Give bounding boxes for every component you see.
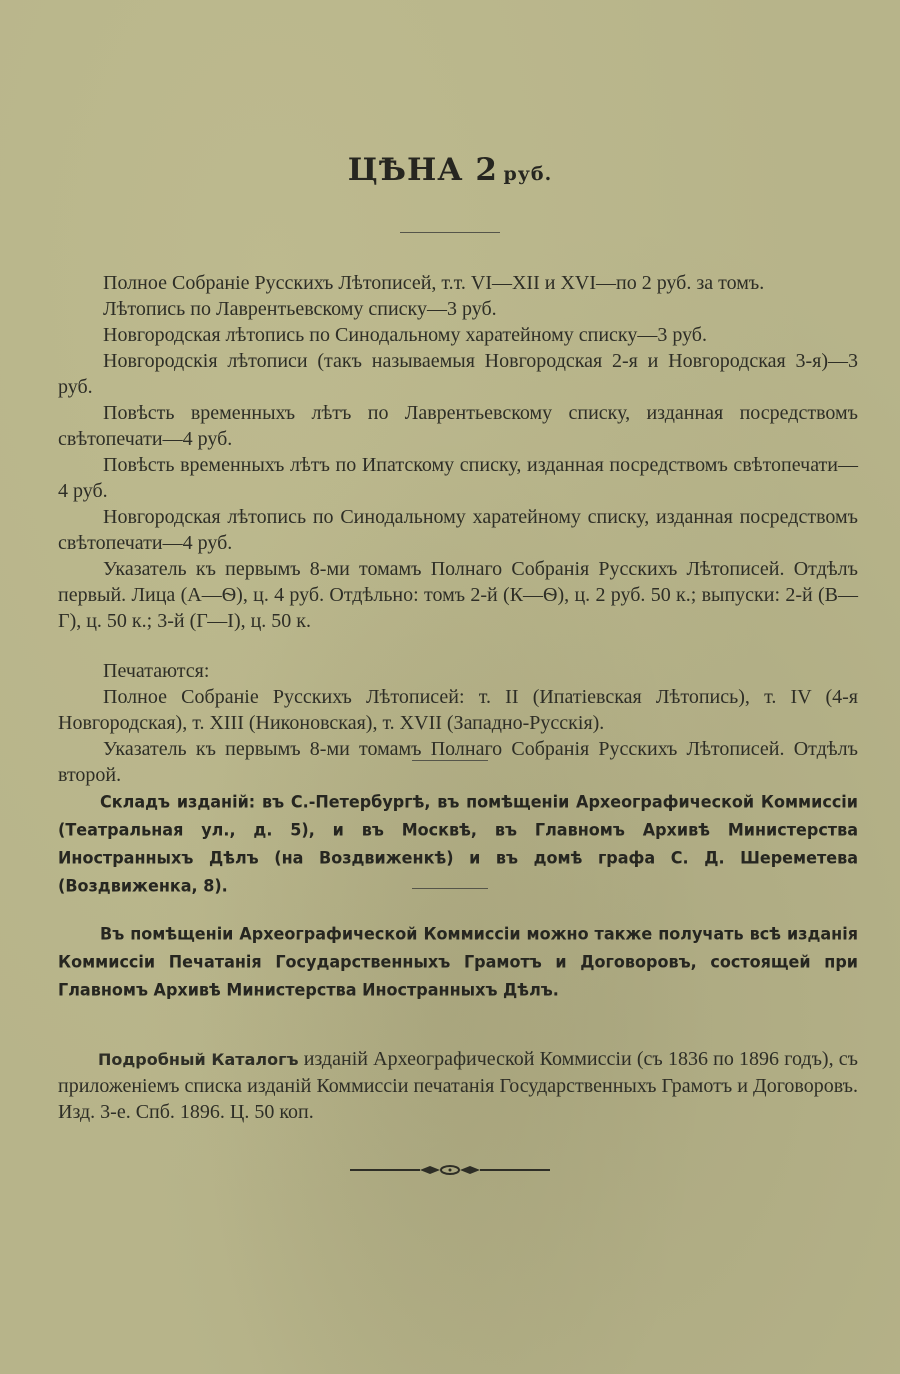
catalog-notice xyxy=(58,1046,858,1125)
catalog-lead: Подробный Каталогъ xyxy=(98,1050,299,1069)
commission-notice xyxy=(58,920,858,1004)
in-print-item: Полное Собраніе Русскихъ Лѣтописей: т. II (Ипатіевская Лѣтопись), т. IV (4-я Новгородская), т. XIII (Никоновская), т. XVII (Западно-Русскія). xyxy=(58,686,858,734)
catalog-rest: изданій Археографической Коммиссіи (съ 1836 по 1896 годъ), съ приложеніемъ списка изданій Коммиссіи печатанія Государственныхъ Грамотъ и Договоровъ. Изд. 3-е. Спб. 1896. Ц. 50 коп. xyxy=(58,1048,859,1123)
divider-3 xyxy=(412,888,488,889)
warehouse-text: Складъ изданій: въ С.-Петербургѣ, въ помѣщеніи Археографической Коммиссіи (Театральная ул., д. 5), и въ Москвѣ, въ Главномъ Архивѣ Министерства Иностранныхъ Дѣлъ (на Воздвиженкѣ) и въ домѣ графа С. Д. Шереметева (Воздвиженка, 8). xyxy=(58,791,858,896)
price-label: ЦѢНА 2 xyxy=(347,152,498,188)
publication-item: Указатель къ первымъ 8-ми томамъ Полнаго Собранія Русскихъ Лѣтописей. Отдѣлъ первый. Лица (А—Ѳ), ц. 4 руб. Отдѣльно: томъ 2-й (К—Ѳ), ц. 2 руб. 50 к.; выпуски: 2-й (В—Г), ц. 50 к.; 3-й (Г—І), ц. 50 к. xyxy=(58,558,858,632)
price-heading xyxy=(0,152,900,188)
publication-item: Новгородскія лѣтописи (такъ называемыя Новгородская 2-я и Новгородская 3-я)—3 руб. xyxy=(58,350,858,398)
publication-item: Повѣсть временныхъ лѣтъ по Лаврентьевскому списку, изданная посредствомъ свѣтопечати—4 руб. xyxy=(58,402,858,450)
publication-item: Полное Собраніе Русскихъ Лѣтописей, т.т. VI—XII и XVI—по 2 руб. за томъ. xyxy=(103,272,765,294)
commission-text: Въ помѣщеніи Археографической Коммиссіи можно также получать всѣ изданія Коммиссіи Печатанія Государственныхъ Грамотъ и Договоровъ, состоящей при Главномъ Архивѣ Министерства Иностранныхъ Дѣлъ. xyxy=(58,923,858,1000)
publications-list xyxy=(58,270,858,788)
divider-2 xyxy=(412,760,488,761)
price-unit: руб. xyxy=(503,163,553,185)
ornament-divider xyxy=(340,1160,560,1180)
in-print-item: Указатель къ первымъ 8-ми томамъ Полнаго Собранія Русскихъ Лѣтописей. Отдѣлъ второй. xyxy=(58,738,858,786)
catalog-text xyxy=(58,1046,858,1125)
in-print-heading: Печатаются: xyxy=(103,660,210,682)
warehouse-notice xyxy=(58,788,858,900)
publication-item: Лѣтопись по Лаврентьевскому списку—3 руб. xyxy=(103,298,497,320)
divider-top xyxy=(400,232,500,233)
publication-item: Новгородская лѣтопись по Синодальному харатейному списку—3 руб. xyxy=(103,324,707,346)
publication-item: Новгородская лѣтопись по Синодальному харатейному списку, изданная посредствомъ свѣтопечати—4 руб. xyxy=(58,506,858,554)
publication-item: Повѣсть временныхъ лѣтъ по Ипатскому списку, изданная посредствомъ свѣтопечати—4 руб. xyxy=(58,454,858,502)
